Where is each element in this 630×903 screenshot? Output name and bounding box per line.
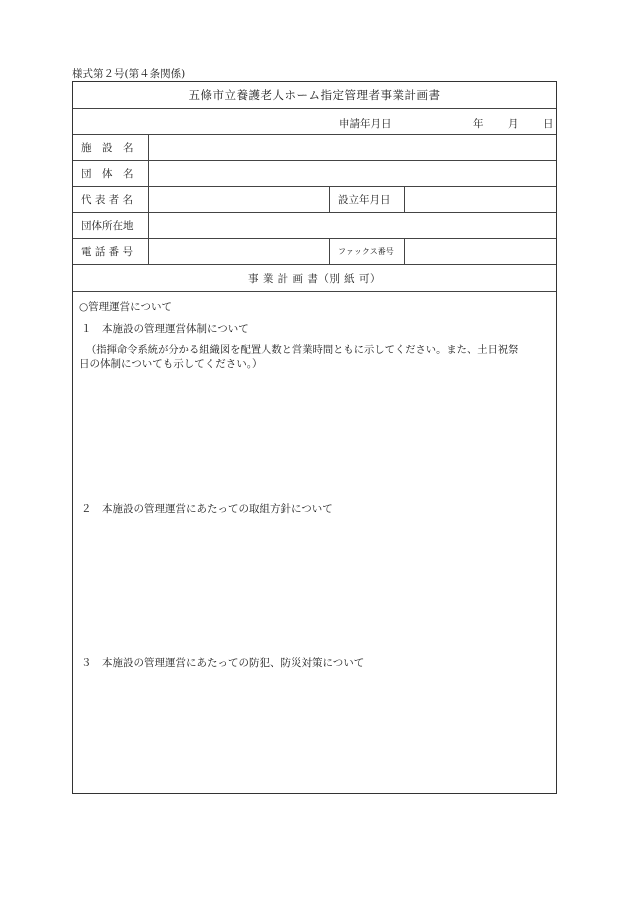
facility-name-label: 施 設 名	[73, 135, 149, 160]
phone-fax-row	[73, 239, 556, 265]
section-3-title: ３ 本施設の管理運営にあたっての防犯、防災対策について	[81, 657, 365, 669]
form-number: 様式第２号(第４条関係)	[72, 68, 186, 80]
establishment-date-field[interactable]	[405, 187, 556, 212]
month-label: 月	[508, 118, 519, 130]
section-1-note-line2: 日の体制についても示してください。）	[79, 358, 263, 370]
organization-address-label: 団体所在地	[73, 213, 149, 238]
application-date-label: 申請年月日	[339, 118, 392, 130]
fax-number-field[interactable]	[405, 239, 556, 264]
phone-number-label: 電 話 番 号	[73, 239, 149, 264]
representative-name-label: 代 表 者 名	[73, 187, 149, 212]
section-1-note-line1: （指揮命令系統が分かる組織図を配置人数と営業時間ともに示してください。また、土日祝祭	[86, 344, 519, 356]
representative-row	[73, 187, 556, 213]
organization-address-field[interactable]	[149, 213, 556, 238]
plan-header-row	[73, 265, 556, 292]
organization-name-row	[73, 161, 556, 187]
plan-body[interactable]	[73, 292, 556, 793]
representative-name-field[interactable]	[149, 187, 330, 212]
year-label: 年	[473, 118, 484, 130]
section-1-title: １ 本施設の管理運営体制について	[81, 323, 249, 335]
application-date-row	[73, 109, 556, 135]
plan-header: 事 業 計 画 書（別 紙 可）	[247, 272, 382, 285]
fax-number-label: ファックス番号	[330, 239, 405, 264]
form-title: 五條市立養護老人ホーム指定管理者事業計画書	[188, 88, 441, 102]
establishment-date-label: 設立年月日	[330, 187, 405, 212]
title-row	[73, 82, 556, 109]
organization-name-label: 団 体 名	[73, 161, 149, 186]
organization-name-field[interactable]	[149, 161, 556, 186]
phone-number-field[interactable]	[149, 239, 330, 264]
day-label: 日	[543, 118, 554, 130]
section-2-title: ２ 本施設の管理運営にあたっての取組方針について	[81, 503, 333, 515]
facility-name-field[interactable]	[149, 135, 556, 160]
facility-name-row	[73, 135, 556, 161]
plan-form	[72, 81, 557, 794]
organization-address-row	[73, 213, 556, 239]
management-heading: ○管理運営について	[79, 301, 172, 313]
